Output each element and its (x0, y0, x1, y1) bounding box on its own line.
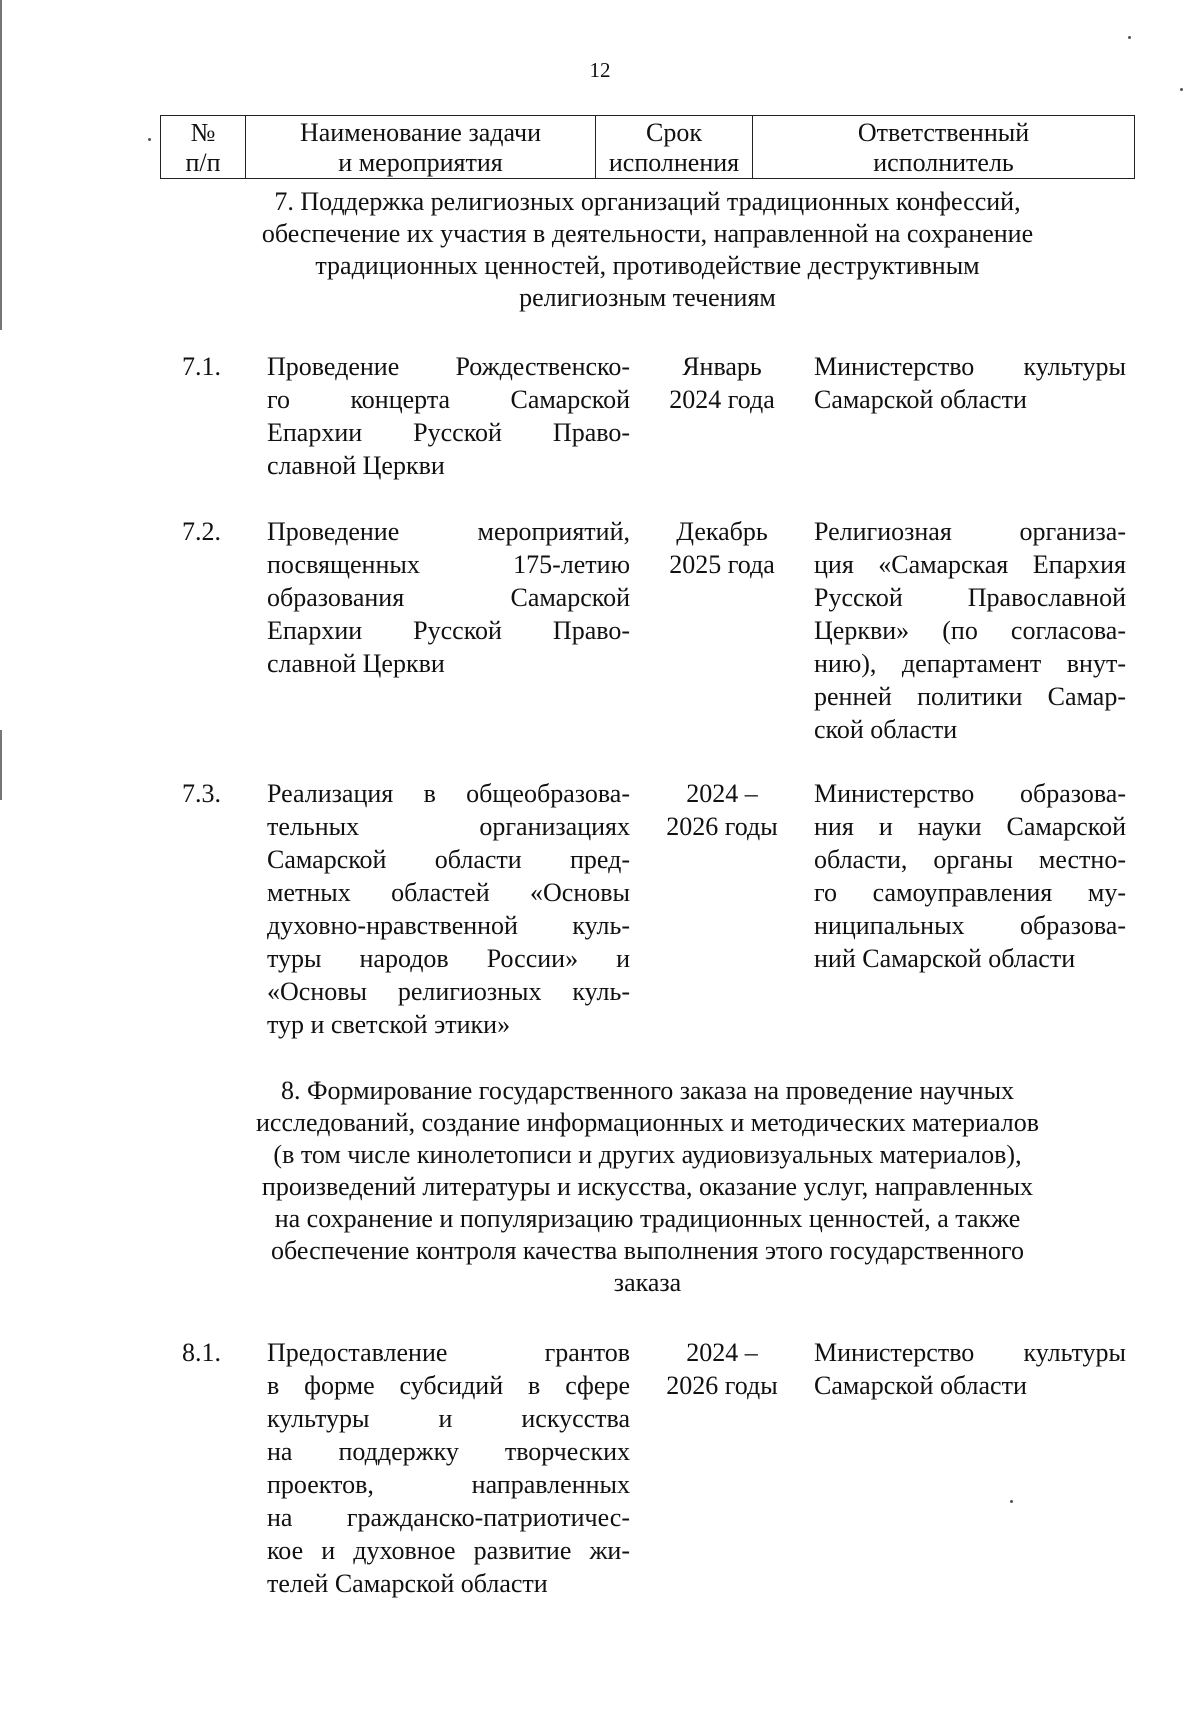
task-cell (267, 1336, 630, 1600)
task-line: посвященных 175-летию (267, 550, 630, 579)
term-line: Декабрь (676, 517, 768, 546)
task-line: метных областей «Основы (267, 878, 630, 907)
resp-line: нию), департамент внут- (814, 649, 1126, 678)
header-num-line-2: п/п (185, 148, 221, 177)
task-line: кое и духовное развитие жи- (267, 1536, 630, 1565)
task-line: туры народов России» и (267, 944, 630, 973)
task-line: славной Церкви (267, 451, 445, 480)
resp-line: го самоуправления му- (814, 878, 1126, 907)
task-cell (267, 515, 630, 680)
resp-line: Министерство образова- (814, 779, 1126, 808)
task-line: го концерта Самарской (267, 385, 630, 414)
resp-line: ния и науки Самарской (814, 812, 1126, 841)
resp-line: ренней политики Самар- (814, 682, 1126, 711)
term-line: 2024 – (686, 779, 758, 808)
page-number: 12 (589, 58, 611, 82)
task-line: Епархии Русской Право- (267, 418, 630, 447)
header-task-line-1: Наименование задачи (299, 118, 541, 147)
header-term-line-1: Срок (646, 118, 702, 147)
task-line: Предоставление грантов (267, 1338, 630, 1367)
resp-line: ниципальных образова- (814, 911, 1126, 940)
task-line: культуры и искусства (267, 1404, 630, 1433)
header-num-line-1: № (190, 118, 216, 147)
resp-line: Министерство культуры (814, 352, 1126, 381)
task-line: на поддержку творческих (267, 1437, 630, 1466)
task-line: «Основы религиозных куль- (267, 977, 630, 1006)
task-line: Самарской области пред- (267, 845, 630, 874)
term-cell (642, 350, 802, 416)
resp-line: области, органы местно- (814, 845, 1126, 874)
resp-line: Самарской области (814, 385, 1027, 414)
task-line: телей Самарской области (267, 1569, 548, 1598)
section-line: исследований, создание информационных и методических материалов (256, 1108, 1039, 1137)
task-line: славной Церкви (267, 649, 445, 678)
section-line: 7. Поддержка религиозных организаций традиционных конфессий, (274, 187, 1021, 216)
term-line: 2026 годы (666, 812, 778, 841)
task-line: тур и светской этики» (267, 1010, 511, 1039)
task-line: духовно-нравственной куль- (267, 911, 630, 940)
resp-cell (814, 1336, 1126, 1402)
row-number: 7.2. (182, 517, 221, 546)
header-term-cell (596, 116, 753, 179)
resp-line: ний Самарской области (814, 944, 1076, 973)
term-cell (642, 777, 802, 843)
section-heading-8 (160, 1075, 1135, 1299)
header-resp-line-2: исполнитель (873, 148, 1014, 177)
task-cell (267, 350, 630, 482)
task-line: в форме субсидий в сфере (267, 1371, 630, 1400)
section-line: религиозным течениям (519, 283, 776, 312)
header-task-line-2: и мероприятия (338, 148, 503, 177)
resp-line: Русской Православной (814, 583, 1126, 612)
scan-margin-line (0, 730, 2, 800)
task-line: на гражданско-патриотичес- (267, 1503, 630, 1532)
resp-line: Церкви» (по согласова- (814, 616, 1126, 645)
section-line: на сохранение и популяризацию традиционных ценностей, а также (274, 1204, 1021, 1233)
scan-speck (1128, 36, 1131, 39)
term-line: Январь (682, 352, 762, 381)
term-line: 2026 годы (666, 1371, 778, 1400)
section-heading-7 (160, 186, 1135, 314)
task-line: проектов, направленных (267, 1470, 630, 1499)
resp-cell (814, 350, 1126, 416)
task-line: Проведение мероприятий, (267, 517, 630, 546)
resp-cell (814, 777, 1126, 975)
resp-line: Религиозная организа- (814, 517, 1126, 546)
task-line: образования Самарской (267, 583, 630, 612)
resp-cell (814, 515, 1126, 746)
scan-speck (148, 138, 151, 141)
section-line: традиционных ценностей, противодействие деструктивным (315, 251, 980, 280)
scan-margin-line (0, 0, 2, 330)
header-resp-cell (753, 116, 1135, 179)
table-header (160, 115, 1135, 179)
section-line: заказа (613, 1268, 682, 1297)
resp-line: Министерство культуры (814, 1338, 1126, 1367)
row-number: 8.1. (182, 1338, 221, 1367)
row-number: 7.1. (182, 352, 221, 381)
task-line: тельных организациях (267, 812, 630, 841)
scan-speck (1180, 88, 1183, 91)
task-cell (267, 777, 630, 1041)
term-line: 2024 – (686, 1338, 758, 1367)
resp-line: ция «Самарская Епархия (814, 550, 1126, 579)
section-line: обеспечение их участия в деятельности, направленной на сохранение (261, 219, 1034, 248)
resp-line: ской области (814, 715, 958, 744)
header-num-cell (161, 116, 246, 179)
term-cell (642, 1336, 802, 1402)
term-line: 2024 года (669, 385, 775, 414)
section-line: 8. Формирование государственного заказа на проведение научных (280, 1076, 1015, 1105)
section-line: произведений литературы и искусства, оказание услуг, направленных (261, 1172, 1034, 1201)
term-line: 2025 года (669, 550, 775, 579)
task-line: Епархии Русской Право- (267, 616, 630, 645)
term-cell (642, 515, 802, 581)
header-task-cell (246, 116, 596, 179)
row-number: 7.3. (182, 779, 221, 808)
task-line: Реализация в общеобразова- (267, 779, 630, 808)
scan-speck (1010, 1500, 1013, 1503)
section-line: обеспечение контроля качества выполнения этого государственного (271, 1236, 1024, 1265)
header-resp-line-1: Ответственный (857, 118, 1030, 147)
resp-line: Самарской области (814, 1371, 1027, 1400)
header-term-line-2: исполнения (608, 148, 740, 177)
section-line: (в том числе кинолетописи и других аудиовизуальных материалов), (273, 1140, 1022, 1169)
task-line: Проведение Рождественско- (267, 352, 630, 381)
